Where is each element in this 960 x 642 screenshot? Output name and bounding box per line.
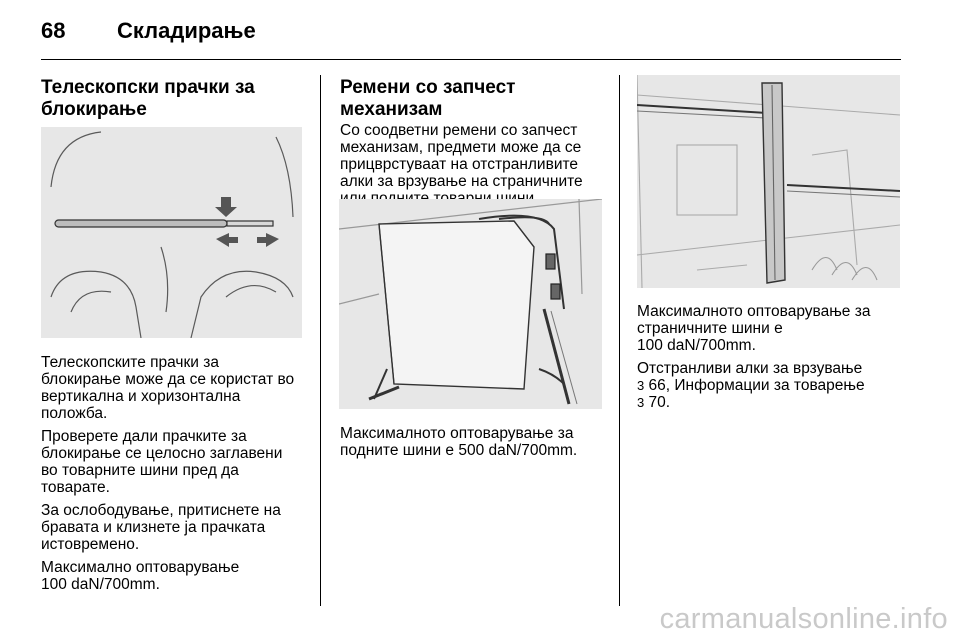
column-2-caption	[340, 425, 610, 465]
figure-side-rails	[637, 75, 900, 288]
paragraph-ratchet-intro: Со соодветни ремени со запчест механизам, предмети може да се прицврстуваат на отстранливите алки за врзување на страничните	[340, 122, 583, 190]
paragraph-references	[637, 360, 907, 411]
reference-link-loading-info[interactable]: 66, Информации за товарење	[648, 377, 865, 394]
section-heading-telescopic-bars: Телескопски прачки за блокирање	[41, 77, 255, 120]
reference-link-page-70[interactable]: 70.	[648, 394, 671, 411]
header-rule	[41, 59, 901, 60]
column-2	[340, 77, 610, 213]
paragraph-max-load: Максимално оптоварување 100 daN/700mm.	[41, 559, 240, 593]
paragraph-usage: Телескопските прачки за блокирање може да се користат во вертикална и хоризонтална положба.	[41, 354, 295, 422]
figure-ratchet-straps	[339, 199, 602, 409]
watermark: carmanualsonline.info	[659, 603, 948, 635]
caption-floor-rails: Максималното оптоварување за подните шини е 500 daN/700mm.	[340, 425, 578, 459]
page-ref-arrow-icon: 3	[637, 378, 645, 393]
page-number: 68	[41, 18, 66, 43]
paragraph-check: Проверете дали прачките за блокирање се целосно заглавени во товарните шини пред да товарате.	[41, 428, 283, 496]
reference-tie-downs: Отстранливи алки за врзување	[637, 360, 863, 377]
figure-telescopic-bar	[41, 127, 302, 338]
paragraph-release: За ослободување, притиснете на бравата и клизнете ја прачката истовремено.	[41, 502, 281, 553]
column-1	[41, 77, 311, 121]
running-title: Складирање	[117, 18, 256, 43]
page-ref-arrow-icon: 3	[637, 395, 645, 410]
column-3-text	[637, 303, 907, 417]
caption-side-rails: Максималното оптоварување за страничните шини е 100 daN/700mm.	[637, 303, 871, 354]
column-divider-1	[320, 75, 321, 606]
column-1-text	[41, 354, 311, 599]
column-divider-2	[619, 75, 620, 606]
section-heading-ratchet-straps: Ремени со запчест механизам	[340, 77, 516, 120]
